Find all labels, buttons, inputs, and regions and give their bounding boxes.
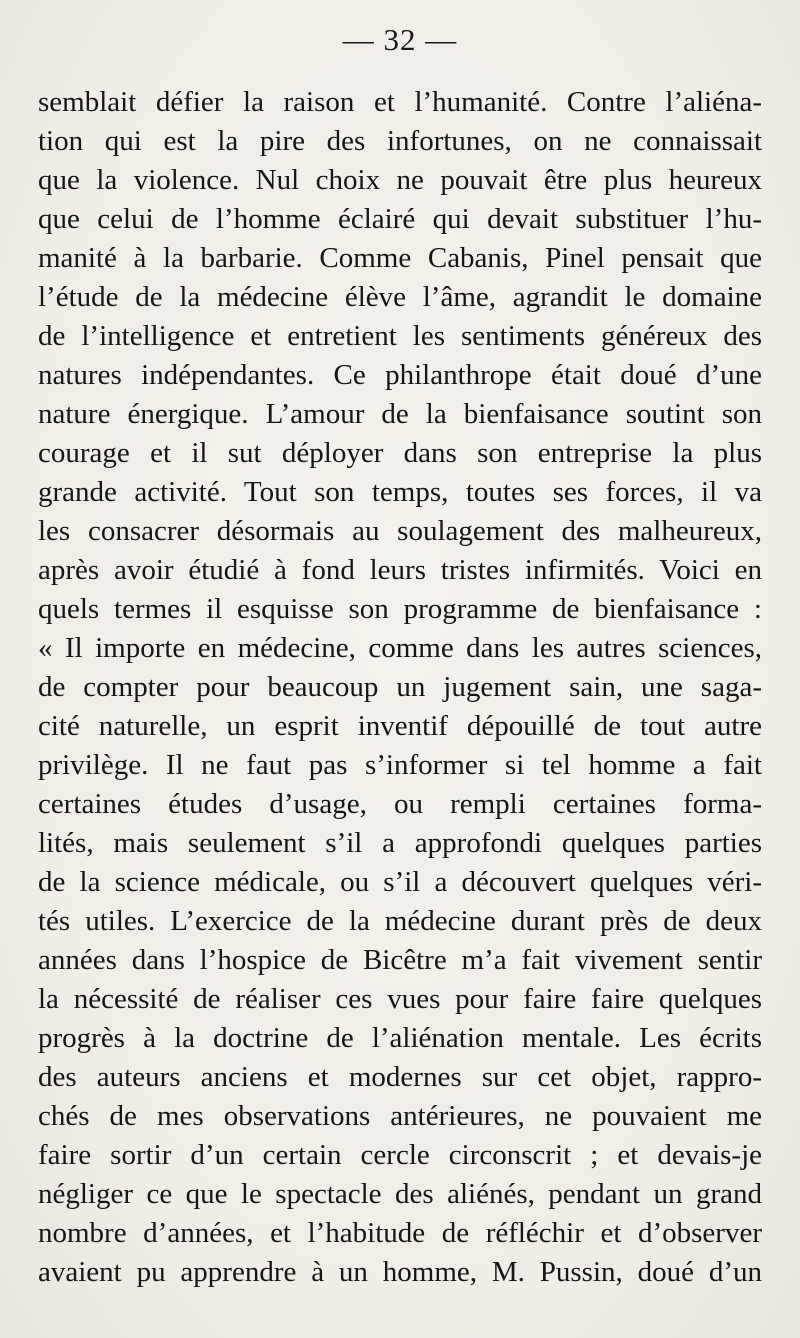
text-line: privilège. Il ne faut pas s’informer si tel homme a fait [38, 749, 762, 781]
text-line: progrès à la doctrine de l’aliénation mentale. Les écrits [38, 1022, 762, 1054]
text-line: la nécessité de réaliser ces vues pour faire faire quelques [38, 983, 762, 1015]
text-line: de la science médicale, ou s’il a découvert quelques véri- [38, 866, 762, 898]
text-line: nature énergique. L’amour de la bienfaisance soutint son [38, 398, 762, 430]
text-line: lités, mais seulement s’il a approfondi quelques parties [38, 827, 762, 859]
text-line: l’étude de la médecine élève l’âme, agrandit le domaine [38, 281, 762, 313]
text-line: certaines études d’usage, ou rempli certaines forma- [38, 788, 762, 820]
body-text [38, 83, 762, 1292]
text-line: courage et il sut déployer dans son entreprise la plus [38, 437, 762, 469]
text-line: de compter pour beaucoup un jugement sain, une saga- [38, 671, 762, 703]
text-line: natures indépendantes. Ce philanthrope était doué d’une [38, 359, 762, 391]
text-line: de l’intelligence et entretient les sentiments généreux des [38, 320, 762, 352]
text-line: tés utiles. L’exercice de la médecine durant près de deux [38, 905, 762, 937]
text-line: tion qui est la pire des infortunes, on ne connaissait [38, 125, 762, 157]
text-line: faire sortir d’un certain cercle circonscrit ; et devais-je [38, 1139, 762, 1171]
text-line: « Il importe en médecine, comme dans les autres sciences, [38, 632, 762, 664]
text-line: nombre d’années, et l’habitude de réfléchir et d’observer [38, 1217, 762, 1249]
text-line: après avoir étudié à fond leurs tristes infirmités. Voici en [38, 554, 762, 586]
text-line: négliger ce que le spectacle des aliénés, pendant un grand [38, 1178, 762, 1210]
text-line: grande activité. Tout son temps, toutes ses forces, il va [38, 476, 762, 508]
text-line: que celui de l’homme éclairé qui devait substituer l’hu- [38, 203, 762, 235]
text-line: semblait défier la raison et l’humanité. Contre l’aliéna- [38, 86, 762, 118]
text-line: quels termes il esquisse son programme de bienfaisance : [38, 593, 762, 625]
page-number: — 32 — [342, 22, 458, 57]
text-line: des auteurs anciens et modernes sur cet objet, rappro- [38, 1061, 762, 1093]
text-line: avaient pu apprendre à un homme, M. Pussin, doué d’un [38, 1256, 762, 1288]
text-line: que la violence. Nul choix ne pouvait être plus heureux [38, 164, 762, 196]
text-line: cité naturelle, un esprit inventif dépouillé de tout autre [38, 710, 762, 742]
text-line: manité à la barbarie. Comme Cabanis, Pinel pensait que [38, 242, 762, 274]
text-line: années dans l’hospice de Bicêtre m’a fait vivement sentir [38, 944, 762, 976]
text-line: les consacrer désormais au soulagement des malheureux, [38, 515, 762, 547]
text-line: chés de mes observations antérieures, ne pouvaient me [38, 1100, 762, 1132]
